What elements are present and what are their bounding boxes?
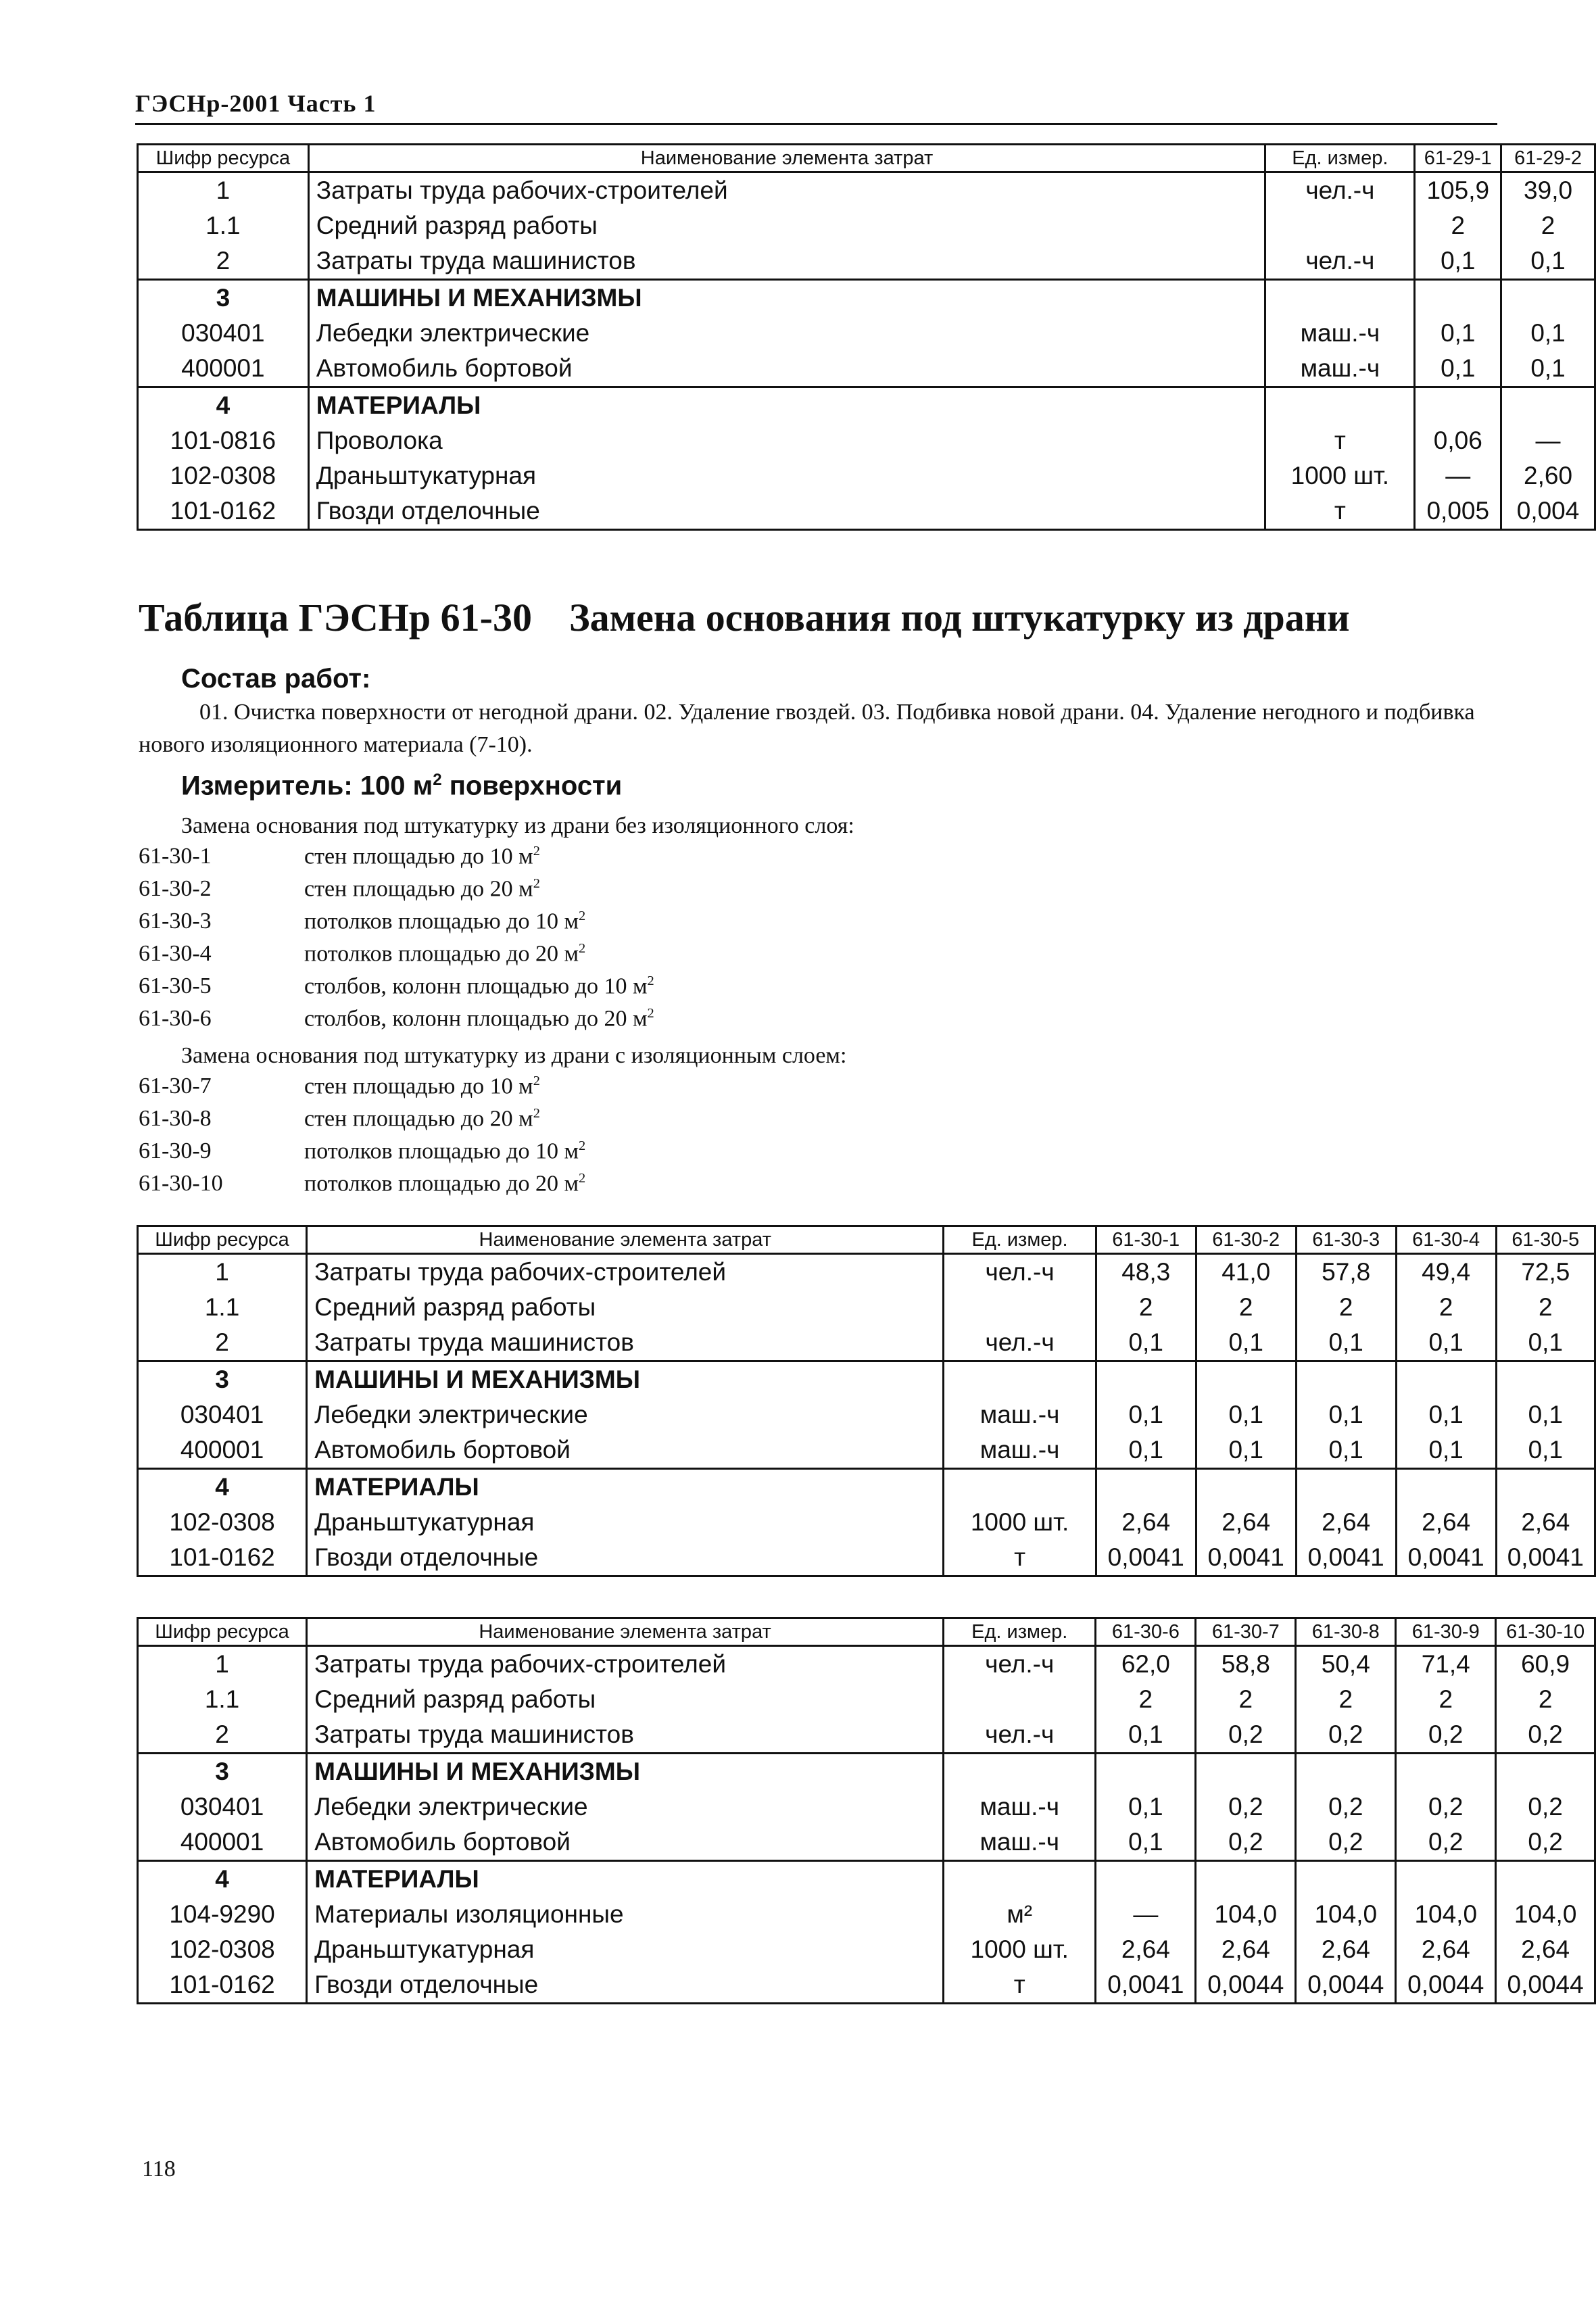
norm-value <box>1096 1754 1196 1790</box>
norm-value: 2,64 <box>1396 1932 1496 1967</box>
cost-element-name: Драньштукатурная <box>307 1505 944 1540</box>
table-row <box>138 1717 1595 1754</box>
table-row <box>138 1932 1595 1967</box>
column-header: Шифр ресурса <box>138 1618 307 1646</box>
cost-element-name: МАШИНЫ И МЕХАНИЗМЫ <box>308 280 1265 316</box>
cost-element-name: Затраты труда рабочих-строителей <box>308 172 1265 209</box>
norm-value: 104,0 <box>1396 1897 1496 1932</box>
running-header: ГЭСНр-2001 Часть 1 <box>135 90 377 117</box>
norm-value: 0,0041 <box>1496 1540 1595 1576</box>
norm-value: 0,0044 <box>1396 1967 1496 2004</box>
norm-value: 2,64 <box>1096 1932 1196 1967</box>
work-item-code: 61-30-2 <box>139 876 212 901</box>
cost-element-name: Автомобиль бортовой <box>307 1432 944 1469</box>
column-header: 61-29-2 <box>1501 145 1595 172</box>
resource-table-61-30-6-10 <box>137 1617 1596 2004</box>
norm-value: 0,1 <box>1096 1432 1196 1469</box>
column-header: 61-30-1 <box>1096 1226 1196 1254</box>
norm-value: 2 <box>1096 1682 1196 1717</box>
table-header-row <box>138 1618 1595 1646</box>
norm-value: 2 <box>1496 1682 1595 1717</box>
norm-value <box>1196 1469 1296 1505</box>
norm-value <box>1396 1361 1496 1398</box>
column-header: Шифр ресурса <box>138 145 309 172</box>
work-item-text: потолков площадью до 20 $м^2$ <box>304 941 586 967</box>
cost-element-name: Материалы изоляционные <box>307 1897 944 1932</box>
table-row <box>138 1254 1595 1290</box>
norm-value: 0,1 <box>1196 1397 1296 1432</box>
resource-code: 1 <box>138 172 309 209</box>
table-row <box>138 493 1595 530</box>
norm-value: 2,64 <box>1296 1505 1396 1540</box>
norm-value: 2,64 <box>1196 1505 1296 1540</box>
norm-value: 0,1 <box>1501 243 1595 280</box>
unit-of-measure: маш.-ч <box>944 1825 1096 1861</box>
cost-element-name: Лебедки электрические <box>307 1789 944 1825</box>
table-row <box>138 243 1595 280</box>
norm-value: 2,64 <box>1296 1932 1396 1967</box>
norm-value: 71,4 <box>1396 1646 1496 1683</box>
resource-code: 1 <box>138 1646 307 1683</box>
norm-value <box>1496 1361 1595 1398</box>
norm-value <box>1415 280 1501 316</box>
cost-element-name: Гвозди отделочные <box>307 1540 944 1576</box>
table-row <box>138 1290 1595 1325</box>
unit-of-measure: маш.-ч <box>944 1789 1096 1825</box>
table-row <box>138 1825 1595 1861</box>
norm-value <box>1296 1361 1396 1398</box>
norm-value: 0,0041 <box>1396 1540 1496 1576</box>
work-item-code: 61-30-7 <box>139 1073 212 1099</box>
work-item-code: 61-30-3 <box>139 909 212 934</box>
norm-value <box>1196 1754 1296 1790</box>
works-heading: Состав работ: <box>181 664 371 694</box>
cost-element-name: Средний разряд работы <box>307 1290 944 1325</box>
column-header: 61-30-9 <box>1396 1618 1496 1646</box>
resource-code: 101-0162 <box>138 1967 307 2004</box>
cost-element-name: МАТЕРИАЛЫ <box>307 1469 944 1505</box>
table-header-row <box>138 1226 1595 1254</box>
table-row <box>138 1325 1595 1361</box>
resource-table-61-29 <box>137 143 1596 531</box>
cost-element-name: Автомобиль бортовой <box>307 1825 944 1861</box>
resource-code: 102-0308 <box>138 1932 307 1967</box>
unit-of-measure <box>944 1754 1096 1790</box>
norm-value: 2 <box>1396 1682 1496 1717</box>
norm-value: 0,2 <box>1196 1717 1296 1754</box>
norm-value: 0,0041 <box>1196 1540 1296 1576</box>
unit-of-measure: 1000 шт. <box>1265 458 1415 493</box>
norm-value: 2 <box>1296 1290 1396 1325</box>
norm-value: 0,1 <box>1096 1717 1196 1754</box>
unit-of-measure: маш.-ч <box>944 1432 1096 1469</box>
unit-of-measure: 1000 шт. <box>944 1505 1096 1540</box>
resource-code: 1.1 <box>138 1290 307 1325</box>
norm-value: 0,1 <box>1496 1325 1595 1361</box>
cost-element-name: Затраты труда машинистов <box>307 1325 944 1361</box>
resource-code: 3 <box>138 280 309 316</box>
unit-of-measure: маш.-ч <box>1265 316 1415 351</box>
table-row <box>138 1432 1595 1469</box>
table-header-row <box>138 145 1595 172</box>
unit-of-measure: чел.-ч <box>944 1717 1096 1754</box>
norm-value: 39,0 <box>1501 172 1595 209</box>
norm-value: 2 <box>1496 1290 1595 1325</box>
norm-value: 0,2 <box>1396 1789 1496 1825</box>
resource-code: 2 <box>138 1717 307 1754</box>
norm-value: 0,1 <box>1415 316 1501 351</box>
norm-value: 49,4 <box>1396 1254 1496 1290</box>
column-header: 61-30-2 <box>1196 1226 1296 1254</box>
unit-of-measure: чел.-ч <box>944 1254 1096 1290</box>
norm-value: 0,1 <box>1196 1432 1296 1469</box>
norm-value: 0,2 <box>1496 1789 1595 1825</box>
unit-of-measure: 1000 шт. <box>944 1932 1096 1967</box>
cost-element-name: МАШИНЫ И МЕХАНИЗМЫ <box>307 1754 944 1790</box>
work-item-code: 61-30-1 <box>139 844 212 869</box>
norm-value: 2 <box>1396 1290 1496 1325</box>
resource-code: 400001 <box>138 1825 307 1861</box>
work-item-text: стен площадью до 20 $м^2$ <box>304 1106 540 1132</box>
norm-value: 104,0 <box>1496 1897 1595 1932</box>
unit-of-measure <box>1265 387 1415 424</box>
cost-element-name: МАТЕРИАЛЫ <box>307 1861 944 1898</box>
meter-heading: Измеритель: 100 $м^2$ поверхности <box>181 771 623 801</box>
unit-of-measure <box>944 1682 1096 1717</box>
column-header: 61-30-3 <box>1296 1226 1396 1254</box>
work-item-code: 61-30-10 <box>139 1171 223 1196</box>
norm-value: 0,2 <box>1396 1825 1496 1861</box>
table-subject: Замена основания под штукатурку из драни <box>569 596 1350 640</box>
cost-element-name: МАТЕРИАЛЫ <box>308 387 1265 424</box>
work-item-code: 61-30-4 <box>139 941 212 966</box>
group2-intro: Замена основания под штукатурку из драни с изоляционным слоем: <box>181 1043 847 1068</box>
resource-code: 101-0816 <box>138 423 309 458</box>
norm-value: 104,0 <box>1296 1897 1396 1932</box>
resource-code: 3 <box>138 1361 307 1398</box>
unit-of-measure <box>944 1290 1096 1325</box>
column-header: Ед. измер. <box>944 1226 1096 1254</box>
norm-value: 2 <box>1196 1290 1296 1325</box>
norm-value: 0,1 <box>1496 1397 1595 1432</box>
column-header: 61-30-10 <box>1496 1618 1595 1646</box>
table-title <box>139 595 1350 640</box>
norm-value: 0,0044 <box>1496 1967 1595 2004</box>
norm-value <box>1196 1861 1296 1898</box>
cost-element-name: Гвозди отделочные <box>308 493 1265 530</box>
unit-of-measure: чел.-ч <box>1265 243 1415 280</box>
norm-value: 0,1 <box>1501 351 1595 387</box>
norm-value: 104,0 <box>1196 1897 1296 1932</box>
norm-value: 2,64 <box>1496 1932 1595 1967</box>
unit-of-measure <box>1265 280 1415 316</box>
resource-code: 4 <box>138 1861 307 1898</box>
cost-element-name: Лебедки электрические <box>308 316 1265 351</box>
norm-value: 50,4 <box>1296 1646 1396 1683</box>
norm-value: 0,0041 <box>1296 1540 1396 1576</box>
cost-element-name: Затраты труда рабочих-строителей <box>307 1254 944 1290</box>
cost-element-name: Драньштукатурная <box>308 458 1265 493</box>
norm-value <box>1096 1861 1196 1898</box>
page-number: 118 <box>142 2156 176 2181</box>
resource-code: 2 <box>138 243 309 280</box>
column-header: Наименование элемента затрат <box>308 145 1265 172</box>
norm-value: 2 <box>1196 1682 1296 1717</box>
norm-value: 0,2 <box>1396 1717 1496 1754</box>
norm-value: 0,1 <box>1096 1825 1196 1861</box>
norm-value: 0,2 <box>1496 1717 1595 1754</box>
table-row <box>138 387 1595 424</box>
norm-value: — <box>1501 423 1595 458</box>
norm-value: 0,004 <box>1501 493 1595 530</box>
resource-code: 102-0308 <box>138 458 309 493</box>
unit-of-measure: т <box>1265 423 1415 458</box>
resource-code: 030401 <box>138 316 309 351</box>
norm-value: 62,0 <box>1096 1646 1196 1683</box>
norm-value <box>1496 1861 1595 1898</box>
unit-of-measure: т <box>1265 493 1415 530</box>
resource-code: 101-0162 <box>138 1540 307 1576</box>
norm-value: 0,2 <box>1496 1825 1595 1861</box>
norm-value: 2 <box>1096 1290 1196 1325</box>
norm-value: 72,5 <box>1496 1254 1595 1290</box>
norm-value <box>1096 1361 1196 1398</box>
resource-code: 104-9290 <box>138 1897 307 1932</box>
work-item-code: 61-30-8 <box>139 1106 212 1131</box>
table-row <box>138 1682 1595 1717</box>
resource-code: 030401 <box>138 1789 307 1825</box>
table-row <box>138 351 1595 387</box>
column-header: 61-29-1 <box>1415 145 1501 172</box>
norm-value: 105,9 <box>1415 172 1501 209</box>
resource-code: 1.1 <box>138 208 309 243</box>
norm-value: 0,1 <box>1096 1789 1196 1825</box>
norm-value: 41,0 <box>1196 1254 1296 1290</box>
cost-element-name: Затраты труда машинистов <box>307 1717 944 1754</box>
norm-value: 2,64 <box>1396 1505 1496 1540</box>
column-header: 61-30-5 <box>1496 1226 1595 1254</box>
norm-value <box>1296 1861 1396 1898</box>
table-row <box>138 1967 1595 2004</box>
cost-element-name: Гвозди отделочные <box>307 1967 944 2004</box>
column-header: Ед. измер. <box>1265 145 1415 172</box>
norm-value: 2,64 <box>1096 1505 1196 1540</box>
norm-value: 0,1 <box>1296 1432 1396 1469</box>
norm-value: 58,8 <box>1196 1646 1296 1683</box>
norm-value <box>1501 387 1595 424</box>
norm-value: 0,1 <box>1496 1432 1595 1469</box>
works-text: 01. Очистка поверхности от негодной драни. 02. Удаление гвоздей. 03. Подбивка новой драни. 04. Удаление негодного и подбивка нового изоляционного материала (7-10). <box>139 700 1475 757</box>
norm-value <box>1496 1754 1595 1790</box>
norm-value <box>1501 280 1595 316</box>
norm-value: 2,64 <box>1496 1505 1595 1540</box>
unit-of-measure <box>1265 208 1415 243</box>
resource-code: 4 <box>138 387 309 424</box>
column-header: 61-30-4 <box>1396 1226 1496 1254</box>
work-item-text: стен площадью до 20 $м^2$ <box>304 876 540 902</box>
unit-of-measure: маш.-ч <box>944 1397 1096 1432</box>
norm-value: 0,1 <box>1296 1325 1396 1361</box>
norm-value: 0,0044 <box>1196 1967 1296 2004</box>
norm-value: 60,9 <box>1496 1646 1595 1683</box>
table-row <box>138 1397 1595 1432</box>
unit-of-measure: т <box>944 1540 1096 1576</box>
column-header: 61-30-6 <box>1096 1618 1196 1646</box>
work-item-text: столбов, колонн площадью до 10 $м^2$ <box>304 973 654 999</box>
column-header: Наименование элемента затрат <box>307 1618 944 1646</box>
norm-value <box>1415 387 1501 424</box>
group1-intro: Замена основания под штукатурку из драни без изоляционного слоя: <box>181 813 854 838</box>
unit-of-measure: чел.-ч <box>944 1646 1096 1683</box>
work-item-text: стен площадью до 10 $м^2$ <box>304 1073 540 1099</box>
resource-code: 3 <box>138 1754 307 1790</box>
norm-value <box>1496 1469 1595 1505</box>
norm-value: 2,64 <box>1196 1932 1296 1967</box>
resource-code: 030401 <box>138 1397 307 1432</box>
work-item-text: потолков площадью до 20 $м^2$ <box>304 1171 586 1197</box>
norm-value: 0,1 <box>1196 1325 1296 1361</box>
unit-of-measure: чел.-ч <box>1265 172 1415 209</box>
table-row <box>138 1469 1595 1505</box>
column-header: 61-30-7 <box>1196 1618 1296 1646</box>
resource-code: 101-0162 <box>138 493 309 530</box>
work-item-text: стен площадью до 10 $м^2$ <box>304 844 540 869</box>
table-row <box>138 1789 1595 1825</box>
work-item-code: 61-30-5 <box>139 973 212 998</box>
cost-element-name: Лебедки электрические <box>307 1397 944 1432</box>
cost-element-name: Затраты труда машинистов <box>308 243 1265 280</box>
cost-element-name: Драньштукатурная <box>307 1932 944 1967</box>
table-label: Таблица ГЭСНр 61-30 <box>139 596 532 640</box>
norm-value: 0,2 <box>1196 1789 1296 1825</box>
table-row <box>138 458 1595 493</box>
norm-value: 0,06 <box>1415 423 1501 458</box>
norm-value <box>1196 1361 1296 1398</box>
resource-code: 400001 <box>138 1432 307 1469</box>
norm-value: 0,0041 <box>1096 1967 1196 2004</box>
resource-code: 102-0308 <box>138 1505 307 1540</box>
table-row <box>138 1505 1595 1540</box>
unit-of-measure: чел.-ч <box>944 1325 1096 1361</box>
work-item-text: потолков площадью до 10 $м^2$ <box>304 909 586 934</box>
norm-value: 0,005 <box>1415 493 1501 530</box>
resource-code: 2 <box>138 1325 307 1361</box>
cost-element-name: Средний разряд работы <box>308 208 1265 243</box>
unit-of-measure <box>944 1469 1096 1505</box>
column-header: 61-30-8 <box>1296 1618 1396 1646</box>
norm-value: 0,2 <box>1296 1789 1396 1825</box>
norm-value: 2 <box>1296 1682 1396 1717</box>
unit-of-measure: м² <box>944 1897 1096 1932</box>
unit-of-measure <box>944 1361 1096 1398</box>
norm-value: 2,60 <box>1501 458 1595 493</box>
header-rule <box>135 123 1497 125</box>
norm-value: 0,1 <box>1396 1325 1496 1361</box>
work-item-text: столбов, колонн площадью до 20 $м^2$ <box>304 1006 654 1032</box>
unit-of-measure: т <box>944 1967 1096 2004</box>
cost-element-name: Проволока <box>308 423 1265 458</box>
norm-value: — <box>1096 1897 1196 1932</box>
norm-value: 2 <box>1415 208 1501 243</box>
norm-value <box>1396 1469 1496 1505</box>
resource-table-61-30-1-5 <box>137 1225 1596 1577</box>
norm-value: 0,0041 <box>1096 1540 1196 1576</box>
resource-code: 1 <box>138 1254 307 1290</box>
table-row <box>138 316 1595 351</box>
norm-value <box>1396 1754 1496 1790</box>
norm-value: 2 <box>1501 208 1595 243</box>
norm-value: 0,1 <box>1096 1397 1196 1432</box>
unit-of-measure: маш.-ч <box>1265 351 1415 387</box>
norm-value <box>1296 1469 1396 1505</box>
norm-value: 0,1 <box>1501 316 1595 351</box>
table-row <box>138 208 1595 243</box>
cost-element-name: Затраты труда рабочих-строителей <box>307 1646 944 1683</box>
resource-code: 400001 <box>138 351 309 387</box>
norm-value: 0,1 <box>1296 1397 1396 1432</box>
table-row <box>138 1754 1595 1790</box>
table-row <box>138 172 1595 209</box>
table-row <box>138 423 1595 458</box>
cost-element-name: Автомобиль бортовой <box>308 351 1265 387</box>
norm-value: 0,1 <box>1096 1325 1196 1361</box>
norm-value: 48,3 <box>1096 1254 1196 1290</box>
norm-value: 0,2 <box>1296 1717 1396 1754</box>
work-item-code: 61-30-9 <box>139 1138 212 1163</box>
norm-value: 57,8 <box>1296 1254 1396 1290</box>
unit-of-measure <box>944 1861 1096 1898</box>
cost-element-name: МАШИНЫ И МЕХАНИЗМЫ <box>307 1361 944 1398</box>
cost-element-name: Средний разряд работы <box>307 1682 944 1717</box>
norm-value <box>1096 1469 1196 1505</box>
table-row <box>138 1646 1595 1683</box>
column-header: Ед. измер. <box>944 1618 1096 1646</box>
norm-value: 0,0044 <box>1296 1967 1396 2004</box>
column-header: Наименование элемента затрат <box>307 1226 944 1254</box>
norm-value: 0,1 <box>1396 1397 1496 1432</box>
work-item-code: 61-30-6 <box>139 1006 212 1031</box>
resource-code: 1.1 <box>138 1682 307 1717</box>
table-row <box>138 1861 1595 1898</box>
norm-value: 0,1 <box>1396 1432 1496 1469</box>
table-row <box>138 1540 1595 1576</box>
norm-value <box>1296 1754 1396 1790</box>
table-row <box>138 1361 1595 1398</box>
norm-value: 0,2 <box>1296 1825 1396 1861</box>
norm-value <box>1396 1861 1496 1898</box>
norm-value: 0,1 <box>1415 243 1501 280</box>
norm-value: — <box>1415 458 1501 493</box>
table-row <box>138 280 1595 316</box>
table-row <box>138 1897 1595 1932</box>
column-header: Шифр ресурса <box>138 1226 307 1254</box>
norm-value: 0,1 <box>1415 351 1501 387</box>
norm-value: 0,2 <box>1196 1825 1296 1861</box>
work-item-text: потолков площадью до 10 $м^2$ <box>304 1138 586 1164</box>
resource-code: 4 <box>138 1469 307 1505</box>
